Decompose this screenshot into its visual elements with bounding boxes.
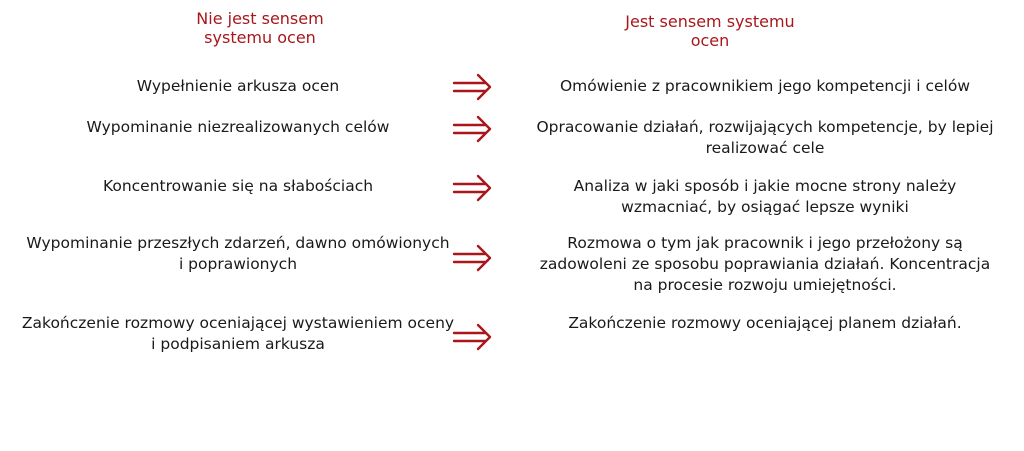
row-2-not-purpose: Wypominanie niezrealizowanych celów	[86, 118, 390, 136]
row-5-purpose: Zakończenie rozmowy oceniającej planem działań.	[568, 314, 962, 332]
double-arrow-right-icon	[452, 322, 494, 352]
double-arrow-right-icon	[452, 243, 494, 273]
double-arrow-right-icon	[452, 114, 494, 144]
row-2-purpose: Opracowanie działań, rozwijających kompetencje, by lepiej realizować cele	[536, 118, 994, 157]
row-5-not-purpose: Zakończenie rozmowy oceniającej wystawieniem oceny i podpisaniem arkusza	[21, 314, 455, 353]
double-arrow-right-icon	[452, 72, 494, 102]
double-arrow-right-icon	[452, 173, 494, 203]
row-3-not-purpose: Koncentrowanie się na słabościach	[102, 177, 374, 195]
right-column-header: Jest sensem systemu ocen	[625, 12, 795, 50]
row-3-purpose: Analiza w jaki sposób i jakie mocne strony należy wzmacniać, by osiągać lepsze wyniki	[573, 177, 957, 216]
left-column-header: Nie jest sensem systemu ocen	[196, 9, 324, 47]
row-1-not-purpose: Wypełnienie arkusza ocen	[136, 77, 340, 95]
row-1-purpose: Omówienie z pracownikiem jego kompetencji i celów	[559, 77, 971, 95]
row-4-purpose: Rozmowa o tym jak pracownik i jego przełożony są zadowoleni ze sposobu poprawiania działań. Koncentracja na procesie rozwoju umiejętności.	[539, 234, 991, 294]
row-4-not-purpose: Wypominanie przeszłych zdarzeń, dawno omówionych i poprawionych	[26, 234, 450, 273]
